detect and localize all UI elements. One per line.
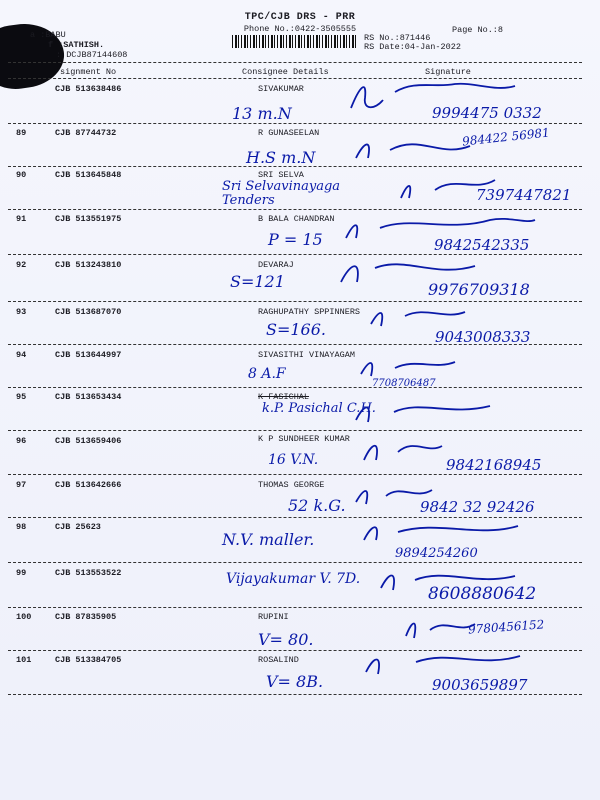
handwritten-code: V= 80. [258, 630, 314, 649]
consignment-no: CJB 513645848 [55, 170, 122, 180]
row-number: 95 [16, 392, 27, 402]
signature [340, 210, 540, 244]
consignee-name: SIVASITHI VINAYAGAM [258, 350, 355, 360]
handwritten-phone: 9780456152 [467, 617, 545, 637]
handwritten-phone: 9842542335 [434, 236, 530, 254]
consignment-no: CJB 513551975 [55, 214, 122, 224]
consignment-no: CJB 513553522 [55, 568, 122, 578]
handwritten-code: k.P. Pasichal C.H. [262, 401, 376, 416]
handwritten-code: Sri Selvavinayaga Tenders [222, 179, 341, 208]
handwritten-phone: 9842168945 [446, 456, 542, 474]
field-sathish: f :SATHISH. [48, 40, 105, 50]
handwritten-code: H.S m.N [246, 148, 316, 167]
consignee-name: THOMAS GEORGE [258, 480, 325, 490]
handwritten-phone: 9976709318 [428, 280, 530, 299]
signature [375, 564, 525, 594]
consignee-name: K FASICHAL [258, 392, 310, 402]
field-drs-id: : DCJB87144608 [56, 50, 128, 60]
handwritten-code: S=121 [230, 272, 285, 291]
row-rule [8, 387, 582, 388]
row-rule [8, 694, 582, 695]
consignee-name: SIVAKUMAR [258, 84, 304, 94]
signature [365, 300, 475, 332]
consignee-name: SRI SELVA [258, 170, 304, 180]
row-number: 89 [16, 128, 27, 138]
consignee-name: K P SUNDHEER KUMAR [258, 434, 350, 444]
handwritten-code: P = 15 [268, 230, 323, 249]
handwritten-phone: 9842 32 92426 [420, 498, 535, 516]
consignment-no: CJB 87835905 [55, 612, 117, 622]
signature [360, 646, 530, 678]
row-number: 101 [16, 655, 32, 665]
handwritten-phone: 9994475 0332 [432, 104, 542, 122]
row-number: 91 [16, 214, 27, 224]
consignment-no: CJB 513642666 [55, 480, 122, 490]
handwritten-code: Vijayakumar V. 7D. [226, 571, 361, 587]
signature [350, 128, 480, 168]
handwritten-phone: 8608880642 [428, 584, 537, 604]
rs-date: RS Date:04-Jan-2022 [364, 42, 461, 52]
handwritten-code: 52 k.G. [288, 496, 346, 515]
signature [350, 478, 440, 508]
handwritten-code: 13 m.N [232, 104, 292, 123]
row-number: 99 [16, 568, 27, 578]
row-number: 96 [16, 436, 27, 446]
consignment-no: CJB 513638486 [55, 84, 122, 94]
row-rule [8, 254, 582, 255]
col-signature: Signature [425, 67, 471, 77]
signature [345, 70, 525, 115]
col-consignment: signment No [60, 67, 117, 77]
signature [350, 394, 500, 426]
row-rule [8, 430, 582, 431]
handwritten-phone: 9894254260 [395, 546, 478, 561]
phone-number: Phone No.:0422-3505555 [243, 24, 357, 34]
signature [355, 350, 465, 380]
barcode [232, 35, 358, 48]
handwritten-code: 8 A.F [248, 366, 286, 382]
handwritten-phone: 9003659897 [432, 676, 528, 694]
row-rule [8, 344, 582, 345]
handwritten-code: S=166. [266, 320, 326, 339]
handwritten-phone: 984422 56981 [461, 125, 551, 149]
header-rule [8, 62, 582, 63]
consignee-name: RUPINI [258, 612, 289, 622]
consignment-no: CJB 87744732 [55, 128, 117, 138]
handwritten-phone: 7708706487 [372, 378, 436, 389]
consignment-no: CJB 513384705 [55, 655, 122, 665]
signature [395, 170, 505, 204]
signature [358, 432, 448, 466]
handwritten-phone: 9043008333 [435, 328, 531, 346]
page-number: Page No.:8 [452, 25, 504, 35]
col-consignee: Consignee Details [242, 67, 329, 77]
signature [335, 252, 485, 288]
consignment-no: CJB 513644997 [55, 350, 122, 360]
row-number: 90 [16, 170, 27, 180]
handwritten-phone: 7397447821 [476, 186, 572, 204]
row-number: 98 [16, 522, 27, 532]
row-rule [8, 474, 582, 475]
row-rule [8, 301, 582, 302]
row-number: 97 [16, 480, 27, 490]
handwritten-code: N.V. maller. [222, 530, 315, 549]
consignee-name: DEVARAJ [258, 260, 294, 270]
row-rule [8, 562, 582, 563]
row-number: 92 [16, 260, 27, 270]
signature [358, 516, 528, 546]
consignee-name: R GUNASEELAN [258, 128, 320, 138]
row-number: 93 [16, 307, 27, 317]
consignment-no: CJB 25623 [55, 522, 101, 532]
row-number: 94 [16, 350, 27, 360]
handwritten-code: V= 8B. [266, 672, 324, 691]
consignee-name: ROSALIND [258, 655, 299, 665]
row-rule [8, 607, 582, 608]
row-rule [8, 166, 582, 167]
consignee-name: RAGHUPATHY SPPINNERS [258, 307, 361, 317]
consignment-no: CJB 513687070 [55, 307, 122, 317]
field-babu: a :BABU [30, 30, 66, 40]
rs-number: RS No.:871446 [364, 33, 431, 43]
consignment-no: CJB 513659406 [55, 436, 122, 446]
row-number: 100 [16, 612, 32, 622]
signature [400, 610, 480, 642]
row-rule [8, 123, 582, 124]
sheet-title: TPC/CJB DRS - PRR [244, 12, 356, 23]
handwritten-code: 16 V.N. [268, 452, 319, 468]
consignment-no: CJB 513653434 [55, 392, 122, 402]
consignment-no: CJB 513243810 [55, 260, 122, 270]
consignee-name: B BALA CHANDRAN [258, 214, 335, 224]
